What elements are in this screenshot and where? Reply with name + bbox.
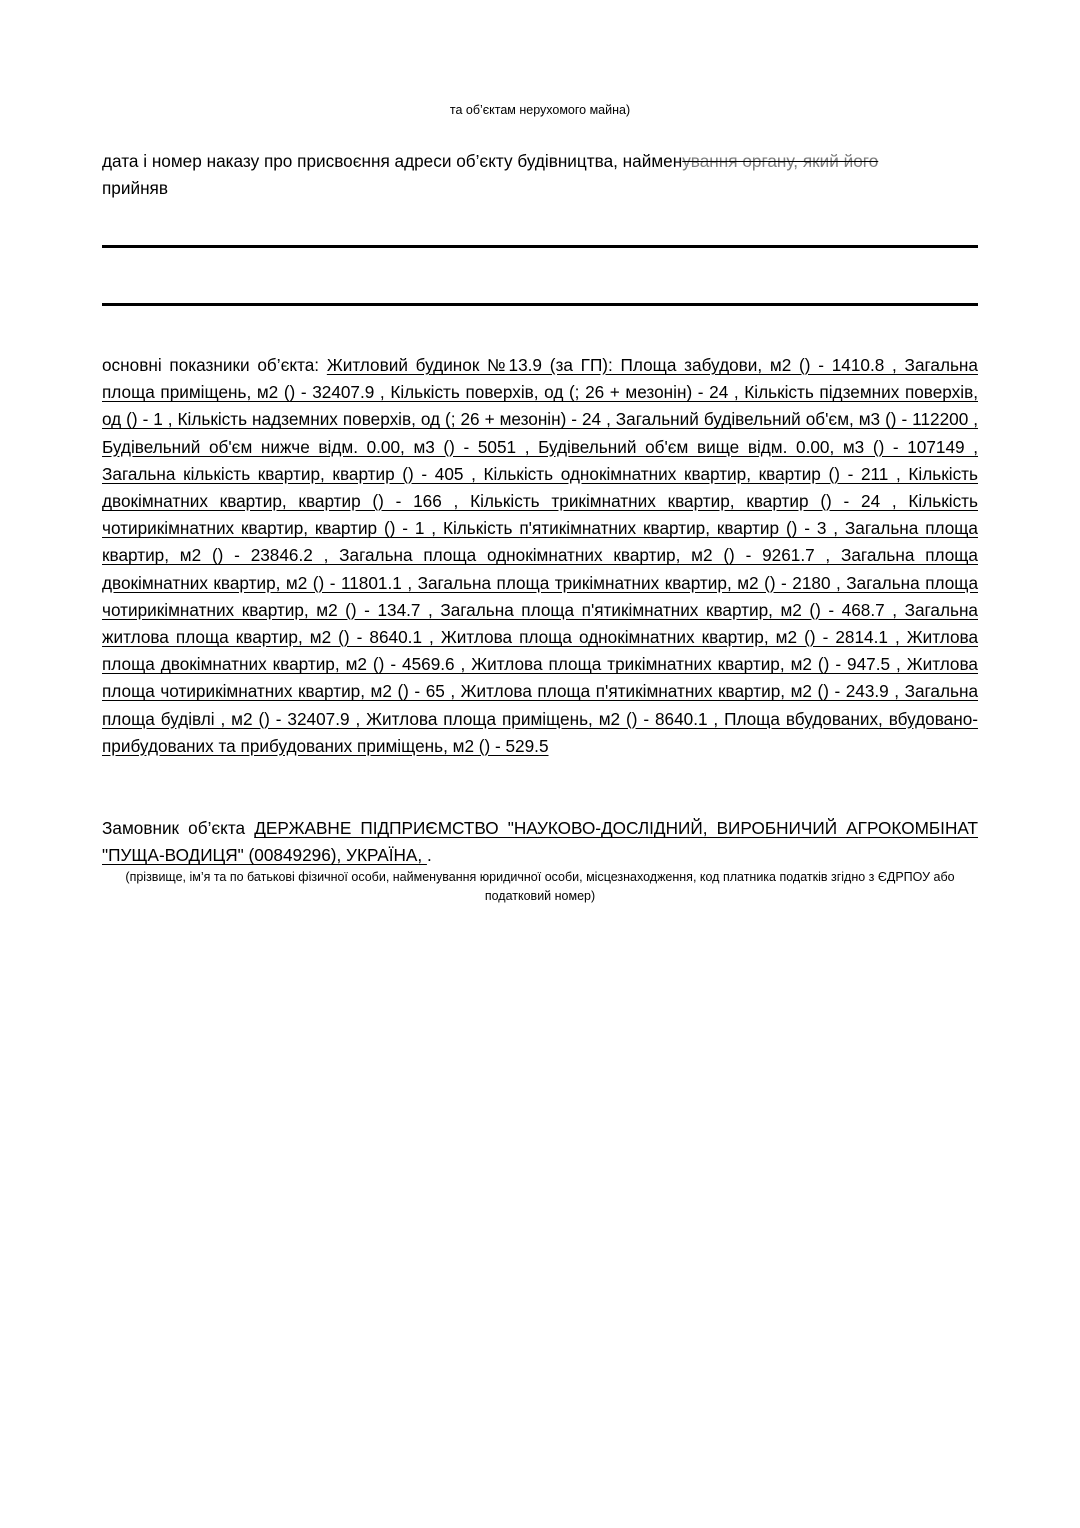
order-date-number-label bbox=[102, 148, 978, 202]
indicators-label: основні показники об’єкта: bbox=[102, 355, 327, 375]
object-customer bbox=[102, 815, 978, 869]
order-blank-line-1 bbox=[102, 245, 978, 248]
order-label-main: дата і номер наказу про присвоєння адреси об’єкту будівництва, наймен bbox=[102, 151, 683, 171]
customer-value: ДЕРЖАВНЕ ПІДПРИЄМСТВО "НАУКОВО-ДОСЛІДНИЙ, ВИРОБНИЧИЙ АГРОКОМБІНАТ "ПУЩА-ВОДИЦЯ" (00849296), УКРАЇНА, bbox=[102, 818, 978, 866]
customer-caption: (прізвище, ім’я та по батькові фізичної особи, найменування юридичної особи, місцезнаходження, код платника податків згідно з ЄДРПОУ або податковий номер) bbox=[125, 870, 955, 903]
indicators-value: Житловий будинок №13.9 (за ГП): Площа забудови, м2 () - 1410.8 , Загальна площа приміщень, м2 () - 32407.9 , Кількість поверхів, од (; 26 + мезонін) - 24 , Кількість підземних поверхів, од () - 1 , Кількість надземних поверхів, од (; 26 + мезонін) - 24 , Загальний будівельний об'єм, м3 () - 112200 , Будівельний об'єм нижче відм. 0.00, м3 () - 5051 , Будівельний об'єм вище відм. 0.00, м3 () - 107149 , Загальна кількість квартир, квартир () - 405 , Кількість однокімнатних квартир, квартир () - 211 , Кількість двокімнатних квартир, квартир () - 166 , Кількість трикімнатних квартир, квартир () - 24 , Кількість чотирикімнатних квартир, квартир () - 1 , Кількість п'ятикімнатних квартир, квартир () - 3 , Загальна площа квартир, м2 () - 23846.2 , Загальна площа однокімнатних квартир, м2 () - 9261.7 , Загальна площа двокімнатних квартир, м2 () - 11801.1 , Загальна площа трикімнатних квартир, м2 () - 2180 , Загальна площа чотирикімнатних квартир, м2 () - 134.7 , Загальна площа п'ятикімнатних квартир, м2 () - 468.7 , Загальна житлова площа квартир, м2 () - 8640.1 , Житлова площа однокімнатних квартир, м2 () - 2814.1 , Житлова площа двокімнатних квартир, м2 () - 4569.6 , Житлова площа трикімнатних квартир, м2 () - 947.5 , Житлова площа чотирикімнатних квартир, м2 () - 65 , Житлова площа п'ятикімнатних квартир, м2 () - 243.9 , Загальна площа будівлі , м2 () - 32407.9 , Житлова площа приміщень, м2 () - 8640.1 , Площа вбудованих, вбудовано-прибудованих та прибудованих приміщень, м2 () - 529.5 bbox=[102, 355, 978, 756]
order-blank-line-2 bbox=[102, 303, 978, 306]
order-label-struck: ування органу, який його bbox=[682, 151, 879, 171]
customer-label: Замовник об’єкта bbox=[102, 818, 255, 838]
header-caption: та об’єктам нерухомого майна) bbox=[449, 103, 631, 117]
customer-end: . bbox=[426, 845, 432, 866]
order-label-end: прийняв bbox=[102, 178, 168, 199]
object-indicators bbox=[102, 352, 978, 760]
